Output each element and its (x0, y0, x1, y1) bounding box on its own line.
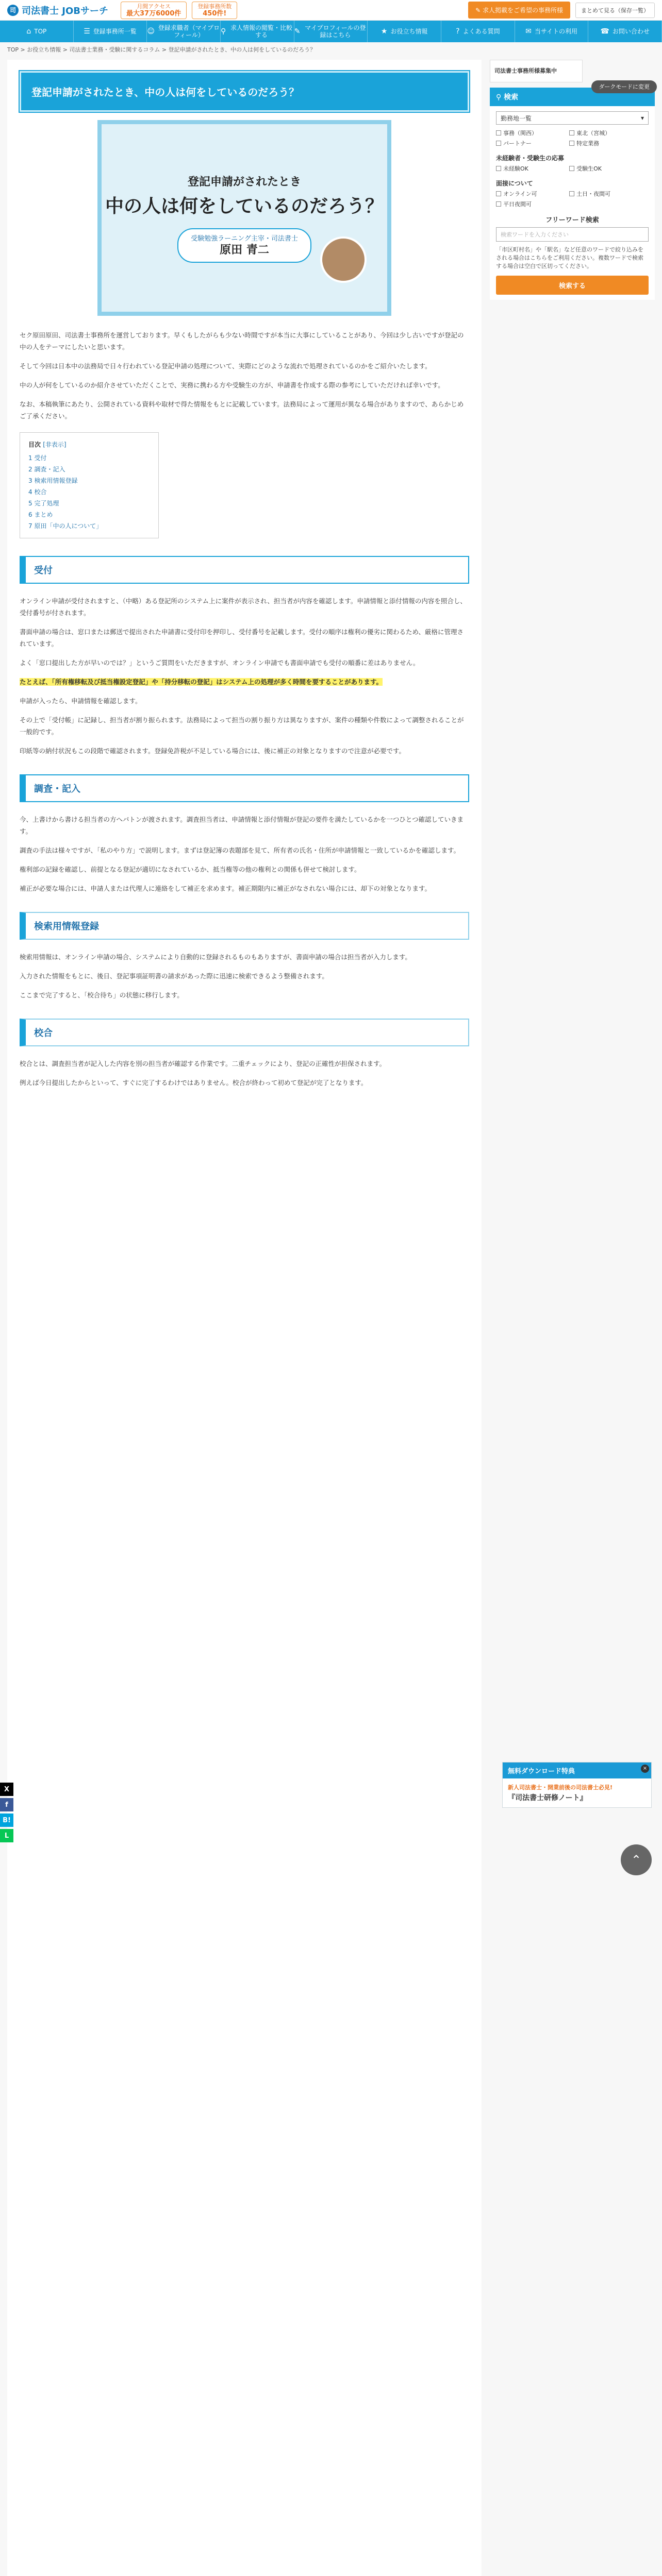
banner-line1: 新人司法書士・開業前後の司法書士必見! (508, 1784, 613, 1791)
site-logo[interactable] (7, 4, 108, 17)
chevron-down-icon: ▾ (640, 114, 644, 122)
paragraph: 中の人が何をしているのか紹介させていただくことで、実務に携わる方や受験生の方が、申請書を作成する際の参考にしていただければ幸いです。 (20, 381, 444, 389)
nav-label: よくある質問 (462, 28, 500, 35)
stat-offices-value: 450件! (203, 9, 227, 18)
paragraph: セク原田原田、司法書士事務所を運営しております。早くもしたがらも少ない時間ですが本当に大事にしていることがあり、今回は少し古いですが登記の中の人をテーマにしたいと思います。 (20, 331, 464, 351)
interview-label: オンライン可 (503, 191, 537, 197)
free-word-note: 「市区町村名」や「駅名」など任意のワードで絞り込みをされる場合はこちらをご利用ください。複数ワードで検索する場合は空白で区切ってください。 (496, 246, 643, 269)
pref-label: パートナー (503, 140, 532, 147)
stat-access-label: 月間アクセス (137, 3, 171, 10)
nav-item-2[interactable] (147, 21, 221, 42)
checkbox-icon (496, 191, 501, 196)
toc-item[interactable]: 4 校合 (28, 488, 47, 496)
nav-icon: ⚲ (221, 27, 226, 36)
share-buttons (0, 1783, 13, 1844)
pref-checkbox[interactable] (569, 129, 642, 137)
toc-item[interactable]: 5 完了処理 (28, 500, 59, 507)
nav-item-7[interactable] (515, 21, 589, 42)
promo-banner[interactable]: 司法書士事務所様募集中 (490, 60, 583, 82)
free-word-title: フリーワード検索 (545, 216, 599, 224)
checkbox-icon (496, 166, 501, 171)
highlight-text: たとえば、「所有権移転及び抵当権設定登記」や「持分移転の登記」はシステム上の処理が多く時間を要することがあります。 (20, 678, 383, 686)
nav-item-4[interactable] (294, 21, 368, 42)
share-button-2[interactable]: B! (0, 1814, 13, 1827)
senior-checkbox[interactable] (569, 164, 642, 173)
nav-icon: ✎ (294, 27, 301, 36)
logo-mark: 司 (7, 5, 19, 16)
section-heading-search-info: 検索用情報登録 (20, 912, 469, 940)
pref-checkbox[interactable] (496, 139, 569, 147)
paragraph: 校合とは、調査担当者が記入した内容を別の担当者が確認する作業です。二重チェックにより、登記の正確性が担保されます。 (20, 1060, 386, 1067)
logo-text: 司法書士 JOBサーチ (22, 5, 108, 16)
nav-item-3[interactable] (221, 21, 294, 42)
search-panel (490, 88, 655, 300)
paragraph: 今、上書けから書ける担当者の方へバトンが渡されます。調査担当者は、申請情報と添付情報が登記の要件を満たしているかを一つひとつ確認していきます。 (20, 816, 464, 835)
section-heading-verification: 校合 (20, 1019, 469, 1046)
senior-label: 未経験OK (503, 165, 528, 172)
paragraph: ここまで完了すると、「校合待ち」の状態に移行します。 (20, 991, 184, 999)
search-icon: ⚲ (496, 93, 504, 101)
paragraph: 補正が必要な場合には、申請人または代理人に連絡をして補正を求めます。補正期限内に補正がなされない場合には、却下の対象となります。 (20, 885, 432, 892)
nav-item-6[interactable] (441, 21, 515, 42)
hero-subtitle: 登記申請がされたとき (187, 176, 301, 189)
share-button-3[interactable]: L (0, 1829, 13, 1842)
author-role: 受験勉強ラーニング主宰・司法書士 (191, 235, 298, 243)
saved-list-button[interactable]: まとめて見る（保存一覧） (575, 3, 655, 18)
nav-icon: ★ (380, 27, 388, 36)
paragraph: 調査の手法は様々ですが、「私のやり方」で説明します。まずは登記簿の表題部を見て、所有者の氏名・住所が申請情報と一致しているかを確認します。 (20, 846, 460, 854)
checkbox-icon (496, 201, 501, 207)
nav-label: お問い合わせ (612, 28, 650, 35)
area-select[interactable]: 勤務地一覧 ▾ (496, 111, 649, 125)
pref-label: 事務（関西） (503, 130, 537, 137)
banner-line2: 『司法書士研修ノート』 (508, 1794, 587, 1802)
paragraph: なお、本稿執筆にあたり、公開されている資料や取材で得た情報をもとに記載しています。法務局によって運用が異なる場合がありますので、あらかじめご了承ください。 (20, 400, 464, 420)
interview-checkbox[interactable] (496, 190, 569, 198)
nav-icon: ☎ (600, 27, 609, 36)
nav-icon: ? (456, 27, 460, 36)
author-badge (177, 228, 311, 263)
senior-label: 受験生OK (576, 165, 602, 172)
stat-access (121, 2, 187, 19)
breadcrumb: TOP > お役立ち情報 > 司法書士業務・受験に関するコラム > 登記申請がされたとき、中の人は何をしているのだろう？ (7, 46, 316, 53)
highlight-paragraph (20, 676, 469, 688)
article (7, 60, 482, 2576)
paragraph: 入力された情報をもとに、後日、登記事項証明書の請求があった際に迅速に検索できるよう整備されます。 (20, 972, 328, 980)
paragraph: 検索用情報は、オンライン申請の場合、システムにより自動的に登録されるものもありますが、書面申請の場合は担当者が入力します。 (20, 953, 411, 961)
close-icon[interactable]: × (641, 1765, 649, 1773)
nav-icon: ☺ (147, 27, 155, 36)
darkmode-toggle[interactable]: ダークモードに変更 (591, 80, 657, 93)
stat-offices-label: 登録事務所数 (197, 3, 232, 10)
section-heading-reception: 受付 (20, 556, 469, 584)
pref-checkbox[interactable] (496, 129, 569, 137)
paragraph: 申請が入ったら、申請情報を確認します。 (20, 697, 142, 705)
nav-label: 登録求職者（マイプロフィール） (158, 24, 220, 39)
post-job-button[interactable] (468, 2, 570, 19)
nav-icon: ☰ (84, 27, 90, 36)
checkbox-icon (569, 166, 574, 171)
paragraph: そして今回は日本中の法務局で日々行われている登記申請の処理について、実際にどのような流れで処理されているのかをご紹介いたします。 (20, 362, 432, 370)
toc-title: 目次 [非表示] (28, 441, 67, 448)
nav-icon: ⌂ (26, 27, 31, 36)
pref-label: 東北（宮城） (576, 130, 611, 137)
paragraph: 権利部の記録を確認し、前提となる登記が適切になされているか、抵当権等の他の権利との関係も併せて検討します。 (20, 866, 361, 873)
senior-label: 未経験者・受験生の応募 (496, 155, 565, 162)
interview-checkbox[interactable] (569, 190, 642, 198)
nav-icon: ✉ (525, 27, 532, 36)
nav-label: TOP (34, 28, 47, 35)
senior-checkbox[interactable] (496, 164, 569, 173)
checkbox-icon (496, 130, 501, 135)
toc-item[interactable]: 6 まとめ (28, 511, 53, 518)
stat-access-value: 最大37万6000件 (126, 9, 181, 18)
pref-checkbox[interactable] (569, 139, 642, 147)
article-title: 登記申請がされたとき、中の人は何をしているのだろう？ (20, 71, 469, 112)
checkbox-icon (569, 191, 574, 196)
toc-item[interactable]: 7 原田「中の人について」 (28, 522, 103, 530)
toc-item[interactable]: 3 検索用情報登録 (28, 477, 78, 484)
hero-title: 中の人は何をしているのだろう？ (105, 196, 384, 217)
nav-item-0[interactable] (0, 21, 74, 42)
nav-label: お役立ち情報 (390, 28, 428, 35)
toc-toggle[interactable]: [非表示] (43, 441, 67, 448)
toc-item[interactable]: 2 調査・記入 (28, 466, 65, 473)
share-button-1[interactable]: f (0, 1798, 13, 1811)
table-of-contents (20, 432, 159, 538)
author-photo (320, 236, 367, 283)
search-button[interactable]: 検索する (496, 276, 649, 295)
nav-label: マイプロフィールの登録はこちら (305, 24, 366, 39)
scroll-top-button[interactable]: ⌃ (621, 1844, 652, 1875)
interview-label: 面接について (496, 180, 533, 187)
share-button-0[interactable]: X (0, 1783, 13, 1796)
checkbox-icon (569, 130, 574, 135)
search-panel-title: ⚲ 検索 (490, 88, 655, 106)
nav-item-1[interactable] (74, 21, 147, 42)
post-job-label: 求人掲載をご希望の事務所様 (482, 7, 563, 14)
free-word-input[interactable]: 検索ワードを入力ください (496, 227, 649, 242)
checkbox-icon (496, 141, 501, 146)
nav-item-5[interactable] (368, 21, 441, 42)
paragraph: 例えば今日提出したからといって、すぐに完了するわけではありません。校合が終わって初めて登記が完了となります。 (20, 1079, 368, 1087)
paragraph: 書面申請の場合は、窓口または郵送で提出された申請書に受付印を押印し、受付番号を記載します。受付の順序は権利の優劣に関わるため、厳格に管理されています。 (20, 628, 464, 648)
paragraph: よく「窓口提出した方が早いのでは？」というご質問をいただきますが、オンライン申請でも書面申請でも受付の順番に差はありません。 (20, 659, 420, 667)
interview-label: 平日夜間可 (503, 201, 532, 208)
interview-checkbox[interactable] (496, 200, 569, 208)
paragraph: 印紙等の納付状況もこの段階で確認されます。登録免許税が不足している場合には、後に補正の対象となりますので注意が必要です。 (20, 747, 406, 755)
download-banner[interactable] (502, 1762, 652, 1808)
toc-item[interactable]: 1 受付 (28, 454, 47, 462)
paragraph: その上で「受付帳」に記録し、担当者が割り振られます。法務局によって担当の割り振り方は異なりますが、案件の種類や件数によって調整されることが一般的です。 (20, 716, 464, 736)
section-heading-investigation: 調査・記入 (20, 774, 469, 802)
header (0, 0, 662, 21)
main-nav (0, 21, 662, 42)
nav-label: 当サイトの利用 (534, 28, 577, 35)
paragraph: オンライン申請が受付されますと、（中略）ある登記所のシステム上に案件が表示され、担当者が内容を確認します。申請情報と添付情報の内容を照合し、受付番号が付されます。 (20, 597, 467, 617)
hero-image (97, 120, 391, 316)
nav-label: 登録事務所一覧 (93, 28, 137, 35)
sidebar (490, 60, 655, 2576)
pencil-icon: ✎ (475, 7, 483, 14)
interview-label: 土日・夜間可 (576, 191, 611, 197)
author-name: 原田 青二 (220, 244, 269, 257)
nav-item-8[interactable] (588, 21, 662, 42)
banner-head: 無料ダウンロード特典 (503, 1762, 651, 1778)
nav-label: 求人情報の閲覧・比較する (230, 24, 292, 39)
stat-offices (192, 2, 237, 19)
pref-label: 特定業務 (576, 140, 600, 147)
checkbox-icon (569, 141, 574, 146)
